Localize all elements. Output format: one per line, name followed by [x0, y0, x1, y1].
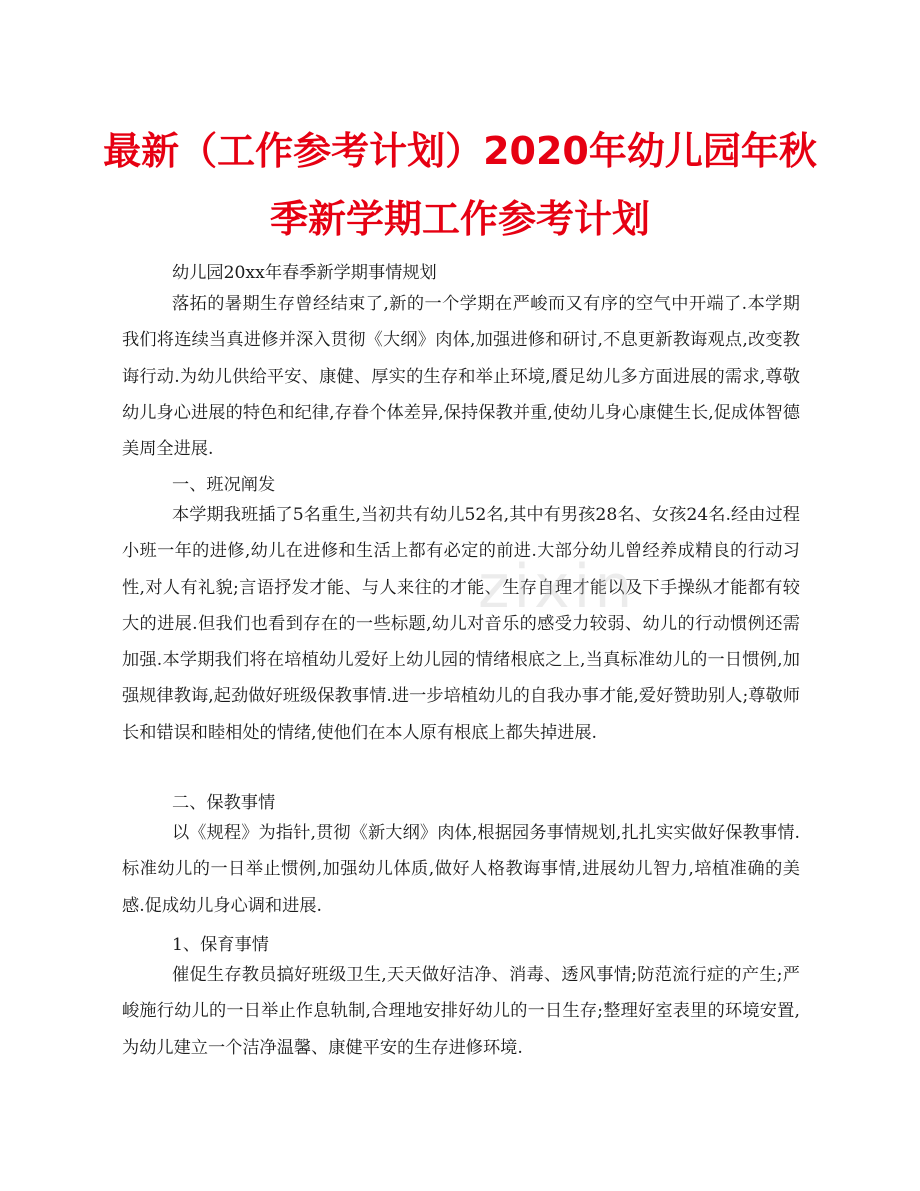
childcare-paragraph: 催促生存教员搞好班级卫生,天天做好洁净、消毒、透风事情;防范流行症的产生;严峻施行幼儿的一日举止作息轨制,合理地安排好幼儿的一日生存;整理好室表里的环境安置,为幼儿建立一个洁净温馨、康健平安的生存进修环境.: [122, 965, 800, 1058]
section-heading-class-analysis: 一、班况阐发: [172, 475, 276, 495]
section-heading-care-education: 二、保教事情: [172, 793, 276, 813]
section-heading-childcare: 1、保育事情: [172, 935, 269, 955]
document-title-line-2: 季新学期工作参考计划: [269, 197, 650, 241]
document-title-line-1: 最新（工作参考计划）2020年幼儿园年秋: [103, 129, 817, 173]
class-analysis-paragraph: 本学期我班插了5名重生,当初共有幼儿52名,其中有男孩28名、女孩24名.经由过程小班一年的进修,幼儿在进修和生活上都有必定的前进.大部分幼儿曾经养成精良的行动习性,对人有礼貌;言语抒发才能、与人来往的才能、生存自理才能以及下手操纵才能都有较大的进展.但我们也看到存在的一些标题,幼儿对音乐的感受力较弱、幼儿的行动惯例还需加强.本学期我们将在培植幼儿爱好上幼儿园的情绪根底之上,当真标准幼儿的一日惯例,加强规律教诲,起劲做好班级保教事情.进一步培植幼儿的自我办事才能,爱好赞助别人;尊敬师长和错误和睦相处的情绪,使他们在本人原有根底上都失掉进展.: [122, 505, 800, 743]
watermark-text: zixin: [478, 552, 637, 622]
intro-paragraph: 落拓的暑期生存曾经结束了,新的一个学期在严峻而又有序的空气中开端了.本学期我们将连续当真进修并深入贯彻《大纲》肉体,加强进修和研讨,不息更新教诲观点,改变教诲行动.为幼儿供给平安、康健、厚实的生存和举止环境,餍足幼儿多方面进展的需求,尊敬幼儿身心进展的特色和纪律,存眷个体差异,保持保教并重,使幼儿身心康健生长,促成体智德美周全进展.: [122, 294, 800, 460]
care-education-paragraph: 以《规程》为指针,贯彻《新大纲》肉体,根据园务事情规划,扎扎实实做好保教事情.标准幼儿的一日举止惯例,加强幼儿体质,做好人格教诲事情,进展幼儿智力,培植准确的美感.促成幼儿身心调和进展.: [122, 823, 800, 916]
document-subtitle: 幼儿园20xx年春季新学期事情规划: [172, 263, 437, 283]
